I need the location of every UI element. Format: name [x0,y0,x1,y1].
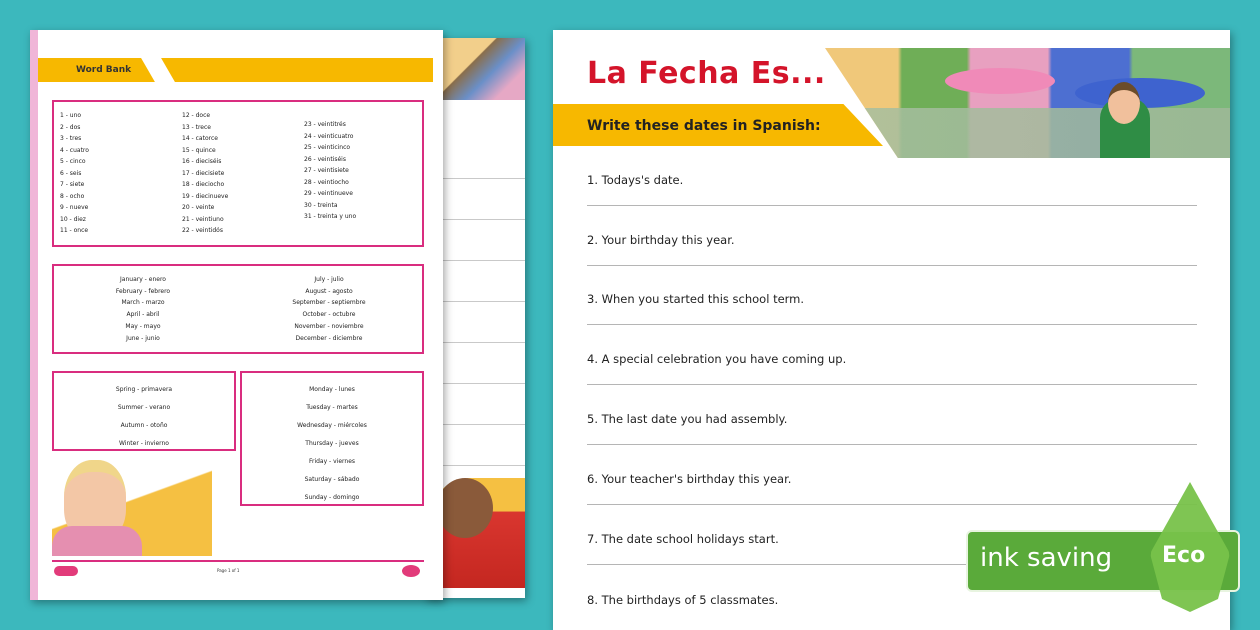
number-item: 25 - veinticinco [304,144,351,151]
number-item: 17 - diecisiete [182,169,225,177]
word-bank-page [30,30,443,600]
question-text: 7. The date school holidays start. [587,532,779,546]
month-item: March - marzo [121,299,165,307]
question-text: 4. A special celebration you have coming up. [587,352,847,366]
page-number: Page 1 of 1 [217,568,240,573]
seasons-column [54,381,234,453]
number-item: 31 - treinta y uno [304,213,357,220]
answer-line [587,324,1197,325]
months-box [52,264,424,354]
question-item [587,173,1197,187]
answer-line [587,444,1197,445]
season-item: Summer - verano [117,404,171,411]
number-item: 11 - once [60,227,89,234]
question-text: 3. When you started this school term. [587,292,805,306]
twinkl-badge-icon [402,565,420,577]
classroom-illustration [825,48,1230,158]
month-item: October - octubre [302,311,356,319]
number-item: 5 - cinco [60,158,86,165]
number-item: 14 - catorce [182,135,218,142]
month-item: April - abril [126,311,160,319]
number-item: 23 - veintitrés [304,121,346,128]
month-item: June - junio [126,334,160,342]
number-item: 8 - ocho [60,192,85,200]
page-footer [52,560,424,582]
question-text: 6. Your teacher's birthday this year. [587,472,792,486]
answer-line [587,265,1197,266]
answer-line [587,384,1197,385]
word-bank-title: Word Bank [76,65,132,75]
day-item: Wednesday - miércoles [297,422,367,429]
instruction-text: Write these dates in Spanish: [587,118,821,134]
number-item: 7 - siete [60,181,85,188]
numbers-column-2 [182,110,228,237]
day-item: Saturday - sábado [304,476,360,483]
day-item: Friday - viernes [308,458,356,465]
number-item: 24 - veinticuatro [304,132,354,140]
month-item: January - enero [120,276,166,283]
number-item: 19 - diecinueve [182,192,229,200]
question-item [587,292,1197,306]
number-item: 20 - veinte [182,204,215,211]
number-item: 16 - dieciséis [182,158,222,165]
day-item: Sunday - domingo [304,494,360,501]
month-item: May - mayo [125,322,161,330]
answer-line [587,504,1197,505]
question-text: 8. The birthdays of 5 classmates. [587,593,779,607]
word-bank-banner [38,58,433,82]
question-item [587,593,1197,607]
classroom-illustration [435,38,525,100]
day-item: Monday - lunes [309,386,355,393]
ink-saving-label: ink saving [980,543,1113,573]
days-box [240,371,424,506]
answer-line [587,205,1197,206]
number-item: 30 - treinta [304,201,338,209]
number-item: 6 - seis [60,169,82,177]
month-item: December - diciembre [295,334,363,342]
day-item: Thursday - jueves [305,440,359,447]
number-item: 10 - diez [60,215,86,223]
twinkl-logo-icon [54,566,78,576]
question-item [587,412,1197,426]
number-item: 28 - veintiocho [304,178,349,186]
number-item: 26 - veintiséis [304,155,346,163]
month-item: February - febrero [115,287,171,295]
number-item: 18 - dieciocho [182,181,225,188]
question-item [587,472,1197,486]
month-item: September - septiembre [292,299,366,307]
question-text: 5. The last date you had assembly. [587,412,788,426]
eco-label: Eco [1162,543,1206,568]
page-title: La Fecha Es... [587,56,826,91]
seasons-box [52,371,236,451]
day-item: Tuesday - martes [306,404,358,411]
number-item: 22 - veintidós [182,227,223,234]
season-item: Spring - primavera [115,386,173,393]
question-text: 2. Your birthday this year. [587,233,735,247]
number-item: 27 - veintisiete [304,167,349,174]
number-item: 2 - dos [60,123,81,131]
month-item: July - julio [314,276,344,283]
answer-lines [435,138,525,466]
season-item: Autumn - otoño [120,422,168,429]
month-item: August - agosto [305,287,353,295]
question-item [587,233,1197,247]
girl-illustration [52,458,212,556]
question-item [587,352,1197,366]
month-item: November - noviembre [294,322,364,330]
numbers-box [52,100,424,247]
months-column-2 [254,274,404,344]
number-item: 21 - veintiuno [182,215,224,223]
numbers-column-3 [304,119,356,223]
number-item: 12 - doce [182,112,211,119]
months-column-1 [68,274,218,344]
number-item: 29 - veintinueve [304,190,353,197]
numbers-column-1 [60,110,89,237]
number-item: 1 - uno [60,112,82,119]
days-column [242,381,422,507]
number-item: 4 - cuatro [60,146,89,154]
number-item: 9 - nueve [60,204,89,211]
number-item: 13 - trece [182,123,211,131]
child-head-illustration [437,478,493,538]
question-text: 1. Todays's date. [587,173,684,187]
season-item: Winter - invierno [119,440,169,447]
number-item: 15 - quince [182,146,216,154]
number-item: 3 - tres [60,135,82,142]
